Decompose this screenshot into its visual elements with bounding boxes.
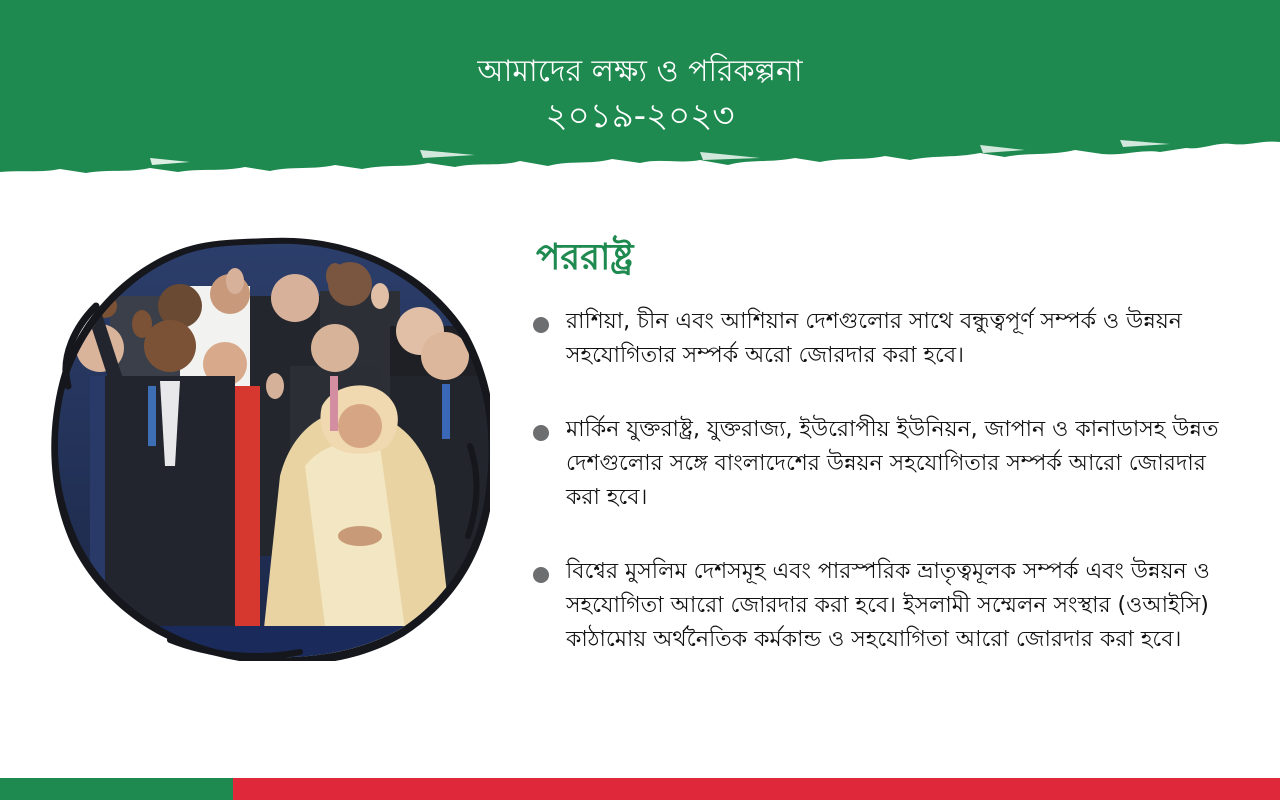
- list-item-text: মার্কিন যুক্তরাষ্ট্র, যুক্তরাজ্য, ইউরোপীয় ইউনিয়ন, জাপান ও কানাডাসহ উন্নত দেশগুলোর সঙ্গে বাংলাদেশের উন্নয়ন সহযোগিতার সম্পর্ক আরো জোরদার করা হবে।: [566, 417, 1219, 510]
- footer-bar-red: [233, 778, 1280, 800]
- bullet-dot-icon: [533, 425, 549, 441]
- list-item: [530, 555, 1230, 657]
- header-title: আমাদের লক্ষ্য ও পরিকল্পনা: [477, 54, 803, 89]
- section-title: পররাষ্ট্র: [536, 237, 634, 278]
- group-photo-illustration: [50, 236, 490, 661]
- list-item-text: রাশিয়া, চীন এবং আশিয়ান দেশগুলোর সাথে বন্ধুত্বপূর্ণ সম্পর্ক ও উন্নয়ন সহযোগিতার সম্পর্ক অরো জোরদার করা হবে।: [566, 309, 1182, 368]
- policy-list: [530, 305, 1230, 697]
- list-item: [530, 413, 1230, 515]
- list-item-text: বিশ্বের মুসলিম দেশসমূহ এবং পারস্পরিক ভ্রাতৃত্বমূলক সম্পর্ক এবং উন্নয়ন ও সহযোগিতা আরো জোরদার করা হবে। ইসলামী সম্মেলন সংস্থার (ওআইসি) কাঠামোয় অর্থনৈতিক কর্মকান্ড ও সহযোগিতা আরো জোরদার করা হবে।: [566, 559, 1210, 652]
- bullet-dot-icon: [533, 317, 549, 333]
- bullet-dot-icon: [533, 567, 549, 583]
- header-years: ২০১৯-২০২৩: [545, 96, 735, 136]
- list-item: [530, 305, 1230, 373]
- leaders-group-photo: [50, 236, 490, 661]
- header-brush-background: [0, 0, 1280, 185]
- header-banner: [0, 0, 1280, 185]
- footer-bar-green: [0, 778, 233, 800]
